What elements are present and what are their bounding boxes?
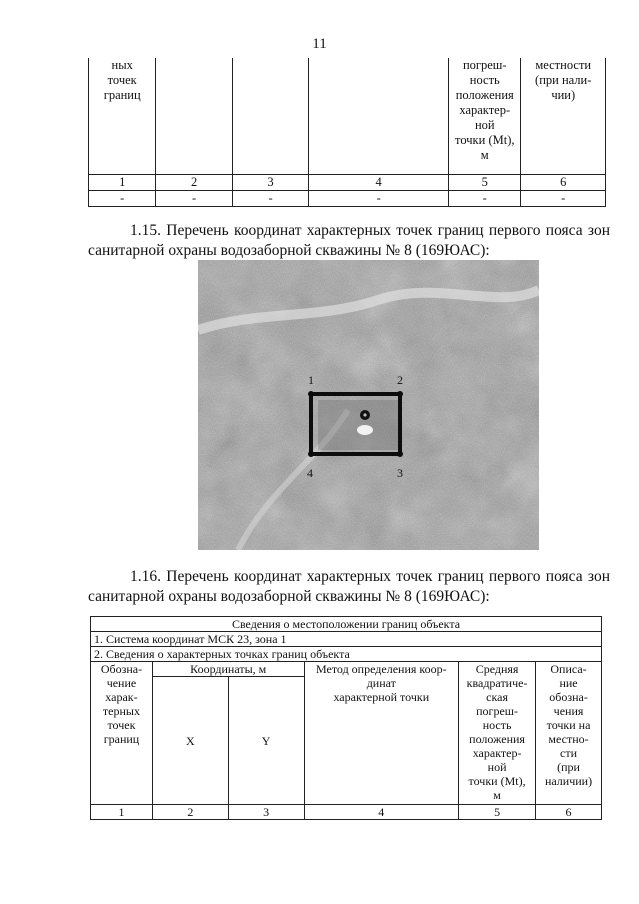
characteristic-points-row: 2. Сведения о характерных точках границ объекта — [91, 647, 602, 662]
top-header-cell-1: ных точек границ — [89, 58, 156, 174]
num-cell: 1 — [91, 805, 153, 820]
corner-label-4: 4 — [307, 466, 313, 480]
paragraph-1-16-line-1: 1.16. Перечень координат характерных точек границ первого пояса зон — [130, 568, 610, 585]
paragraph-1-15 — [88, 221, 610, 261]
top-dash-cell: - — [309, 190, 449, 206]
top-num-cell: 1 — [89, 174, 156, 190]
boundary-corner-2 — [397, 391, 403, 397]
top-table — [88, 58, 606, 207]
col-header-coordinates: Координаты, м — [152, 662, 304, 677]
num-cell: 3 — [228, 805, 304, 820]
satellite-map-image — [198, 260, 539, 550]
num-cell: 2 — [152, 805, 228, 820]
boundary-corner-1 — [308, 391, 314, 397]
corner-label-3: 3 — [397, 466, 403, 480]
col-header-y: Y — [228, 677, 304, 805]
col-header-error: Средняя квадратиче- ская погреш- ность положения характер- ной точки (Mt), м — [459, 662, 536, 805]
top-header-cell-3 — [232, 58, 308, 174]
top-dash-cell: - — [89, 190, 156, 206]
top-num-cell: 3 — [232, 174, 308, 190]
corner-label-2: 2 — [397, 373, 403, 387]
top-header-cell-4 — [309, 58, 449, 174]
paragraph-1-15-line-1: 1.15. Перечень координат характерных точек границ первого пояса зон — [130, 222, 610, 239]
num-cell: 4 — [304, 805, 459, 820]
top-dash-cell: - — [156, 190, 232, 206]
top-num-cell: 4 — [309, 174, 449, 190]
col-header-x: X — [152, 677, 228, 805]
top-dash-cell: - — [449, 190, 521, 206]
top-header-cell-2 — [156, 58, 232, 174]
num-cell: 5 — [459, 805, 536, 820]
coordinates-table — [90, 616, 602, 820]
top-header-cell-6: местности (при нали- чии) — [521, 58, 606, 174]
top-num-cell: 2 — [156, 174, 232, 190]
top-dash-cell: - — [232, 190, 308, 206]
num-cell: 6 — [536, 805, 602, 820]
coordinate-system-row: 1. Система координат МСК 23, зона 1 — [91, 632, 602, 647]
boundary-corner-3 — [397, 451, 403, 457]
col-header-description: Описа- ние обозна- чения точки на местно- сти (при наличии) — [536, 662, 602, 805]
table-title: Сведения о местоположении границ объекта — [91, 617, 602, 632]
top-num-cell: 6 — [521, 174, 606, 190]
well-marker-icon — [360, 410, 370, 420]
paragraph-1-15-line-2: санитарной охраны водозаборной скважины № 8 (169ЮАС): — [88, 242, 490, 259]
top-dash-cell: - — [521, 190, 606, 206]
paragraph-1-16 — [88, 567, 610, 607]
top-num-cell: 5 — [449, 174, 521, 190]
top-header-cell-5: погреш- ность положения характер- ной точки (Mt), м — [449, 58, 521, 174]
paragraph-1-16-line-2: санитарной охраны водозаборной скважины № 8 (169ЮАС): — [88, 588, 490, 605]
corner-label-1: 1 — [308, 373, 314, 387]
boundary-corner-4 — [308, 451, 314, 457]
page-number: 11 — [312, 36, 327, 52]
col-header-method: Метод определения коор- динат характерной точки — [304, 662, 459, 805]
col-header-designation: Обозна- чение харак- терных точек границ — [91, 662, 153, 805]
